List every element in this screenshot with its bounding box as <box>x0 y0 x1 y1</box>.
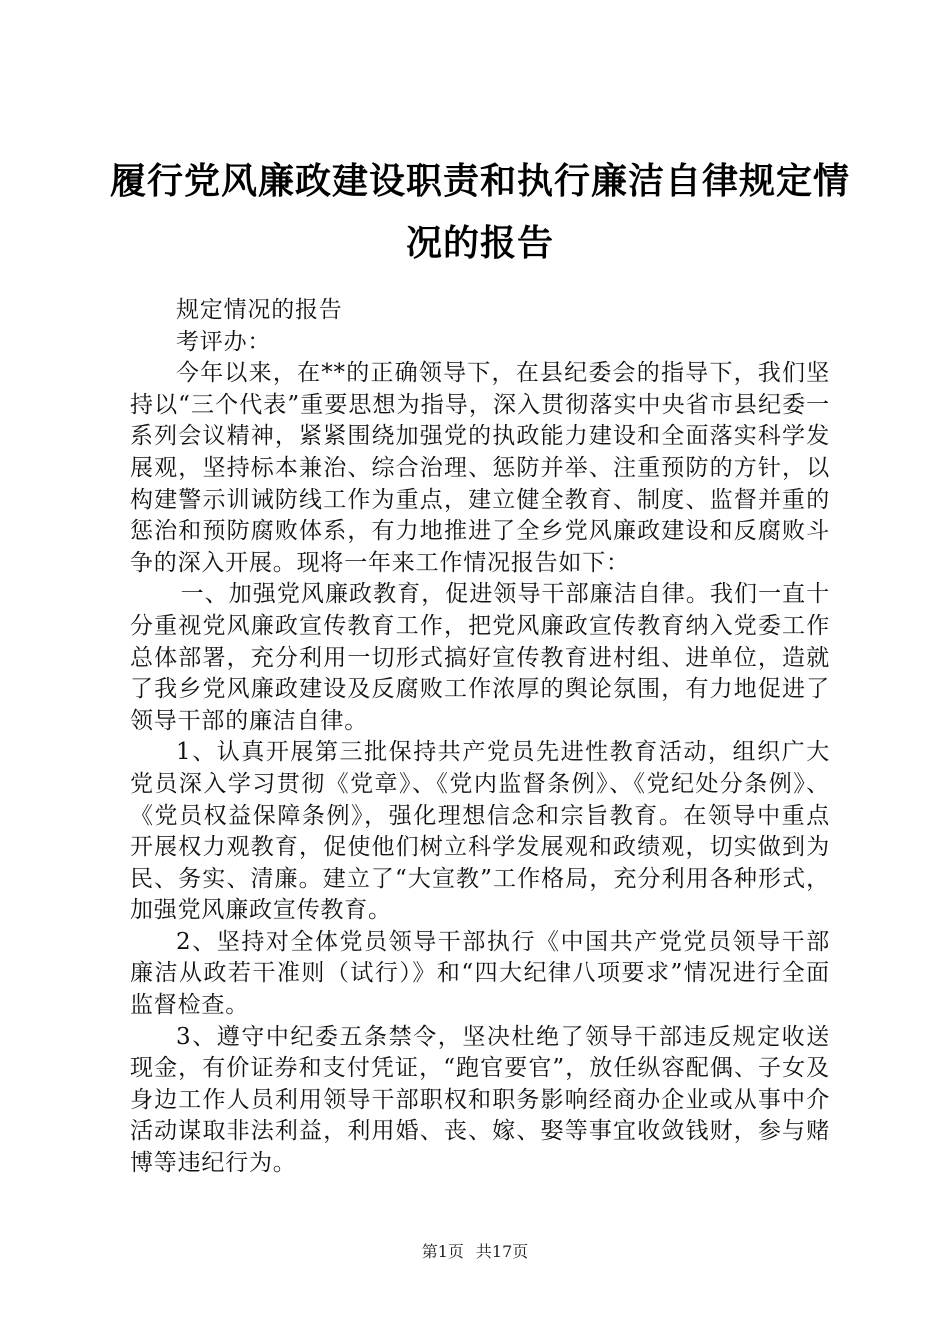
addressee-paragraph: 考评办： <box>176 328 272 355</box>
document-title-line-2: 况的报告 <box>405 222 554 264</box>
page-number: 第1页 <box>421 1242 464 1261</box>
section-one-paragraph: 一、加强党风廉政教育，促进领导干部廉洁自律。我们一直十分重视党风廉政宣传教育工作，把党风廉政宣传教育纳入党委工作总体部署，充分利用一切形式搞好宣传教育进村组、进单位，造就了我乡党风廉政建设及反腐败工作浓厚的舆论氛围，有力地促进了领导干部的廉洁自律。 <box>130 581 830 734</box>
intro-paragraph: 今年以来，在**的正确领导下，在县纪委会的指导下，我们坚持以“三个代表”重要思想为指导，深入贯彻落实中央省市县纪委一系列会议精神，紧紧围绕加强党的执政能力建设和全面落实科学发展观，坚持标本兼治、综合治理、惩防并举、注重预防的方针，以构建警示训诫防线工作为重点，建立健全教育、制度、监督并重的惩治和预防腐败体系，有力地推进了全乡党风廉政建设和反腐败斗争的深入开展。现将一年来工作情况报告如下： <box>130 360 830 576</box>
item-one-paragraph: 1、认真开展第三批保持共产党员先进性教育活动，组织广大党员深入学习贯彻《党章》、《党内监督条例》、《党纪处分条例》、《党员权益保障条例》，强化理想信念和宗旨教育。在领导中重点开展权力观教育，促使他们树立科学发展观和政绩观，切实做到为民、务实、清廉。建立了“大宣教”工作格局，充分利用各种形式，加强党风廉政宣传教育。 <box>130 739 830 924</box>
item-three-paragraph: 3、遵守中纪委五条禁令，坚决杜绝了领导干部违反规定收送现金，有价证券和支付凭证，“跑官要官”，放任纵容配偶、子女及身边工作人员利用领导干部职权和职务影响经商办企业或从事中介活动谋取非法利益，利用婚、丧、嫁、娶等事宜收敛钱财，参与赌博等违纪行为。 <box>130 1023 830 1177</box>
document-body <box>130 295 830 1180</box>
page-total: 共17页 <box>475 1242 529 1261</box>
document-title-line-1: 履行党风廉政建设职责和执行廉洁自律规定情 <box>110 160 851 202</box>
item-two-paragraph: 2、坚持对全体党员领导干部执行《中国共产党党员领导干部廉洁从政若干准则（试行）》和“四大纪律八项要求”情况进行全面监督检查。 <box>130 928 830 1019</box>
page-footer <box>0 1242 950 1262</box>
subtitle-paragraph: 规定情况的报告 <box>176 297 343 323</box>
